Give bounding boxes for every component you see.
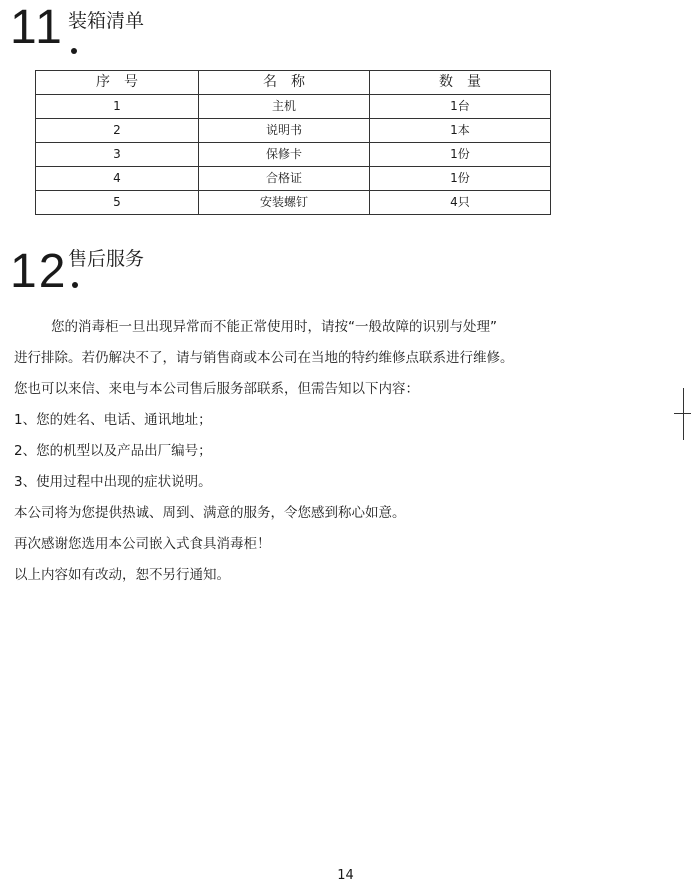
table-row [36,143,551,167]
page-number: 14 [337,868,354,883]
section-dot [71,48,77,54]
table-header-row [36,71,551,95]
after-sales-service-text [14,315,654,594]
list-item: 2、您的机型以及产品出厂编号； [14,443,212,459]
header-quantity: 数量 [370,71,551,95]
row-index: 5 [36,191,199,215]
header-index: 序号 [36,71,199,95]
paragraph: 以上内容如有改动，恕不另行通知。 [14,567,230,583]
row-quantity: 1份 [370,167,551,191]
section-title: 装箱清单 [68,10,145,32]
table-row [36,119,551,143]
row-index: 3 [36,143,199,167]
section-dot [72,282,78,288]
row-quantity: 1台 [370,95,551,119]
row-index: 2 [36,119,199,143]
paragraph: 进行排除。若仍解决不了，请与销售商或本公司在当地的特约维修点联系进行维修。 [14,350,514,366]
table-row [36,95,551,119]
paragraph: 您也可以来信、来电与本公司售后服务部联系，但需告知以下内容： [14,381,419,397]
paragraph: 再次感谢您选用本公司嵌入式食具消毒柜！ [14,536,271,552]
section-11-heading [10,1,210,64]
row-name: 安装螺钉 [199,191,370,215]
table-row [36,167,551,191]
row-quantity: 4只 [370,191,551,215]
row-index: 1 [36,95,199,119]
paragraph: 您的消毒柜一旦出现异常而不能正常使用时，请按“一般故障的识别与处理” [51,319,497,335]
row-name: 保修卡 [199,143,370,167]
section-number: 11 [10,1,64,54]
paragraph: 本公司将为您提供热诚、周到、满意的服务，令您感到称心如意。 [14,505,406,521]
registration-mark-vertical [683,388,684,440]
header-name: 名称 [199,71,370,95]
list-item: 1、您的姓名、电话、通讯地址； [14,412,212,428]
row-name: 主机 [199,95,370,119]
row-name: 合格证 [199,167,370,191]
packing-list-table [35,70,551,215]
registration-mark-horizontal [674,413,691,414]
row-index: 4 [36,167,199,191]
row-quantity: 1本 [370,119,551,143]
table-row [36,191,551,215]
section-number: 12 [10,245,68,298]
section-12-heading [10,245,230,308]
row-quantity: 1份 [370,143,551,167]
row-name: 说明书 [199,119,370,143]
section-title: 售后服务 [68,248,145,270]
list-item: 3、使用过程中出现的症状说明。 [14,474,212,490]
